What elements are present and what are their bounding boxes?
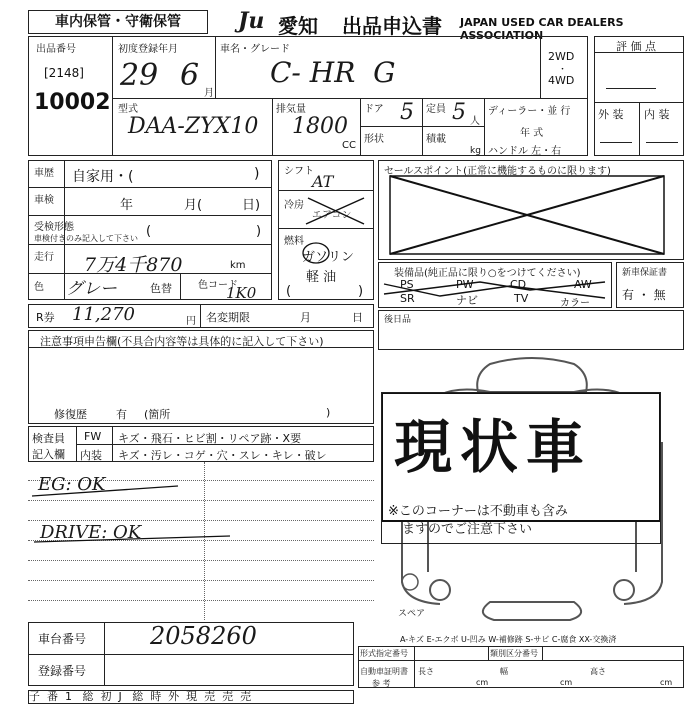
- selling-points-cross-out: [390, 176, 666, 256]
- fuel-gasoline: ガソリン: [302, 250, 355, 265]
- reference-label: 参 考: [372, 679, 391, 688]
- recycle-label: R券: [36, 311, 55, 324]
- repair-close: ): [326, 406, 331, 419]
- height-unit: cm: [660, 678, 673, 687]
- inspector-line-1-strike: [28, 476, 188, 506]
- fw-items: キズ・飛石・ヒビ割・リペア跡・X要: [118, 432, 302, 445]
- equipment-navi: ナビ: [456, 294, 478, 307]
- inspector-line-1: EG: OK: [38, 474, 106, 495]
- width-label: 幅: [500, 667, 508, 676]
- width-unit: cm: [560, 678, 573, 687]
- inspection-year: 年: [120, 198, 134, 213]
- model-code-value: DAA-ZYX10: [128, 114, 259, 139]
- aircon-value: エアコン: [312, 210, 352, 221]
- drive-4wd: 4WD: [548, 74, 575, 87]
- as-is-title: 現状車: [394, 413, 593, 481]
- equipment-cd: CD: [510, 278, 527, 291]
- displacement-value: 1800: [292, 114, 348, 139]
- repair-value: 有: [116, 408, 127, 421]
- doors-label: ドア: [364, 104, 384, 115]
- load-unit: kg: [470, 146, 481, 156]
- fuel-diesel: 軽 油: [306, 270, 337, 285]
- fuel-label: 燃料: [284, 236, 304, 247]
- equipment-label: 装備品(純正品に限り○をつけてください): [394, 268, 581, 279]
- history-label: 車歴: [34, 168, 54, 179]
- as-is-note-1: ※このコーナーは不動車も含み: [388, 504, 568, 519]
- lot-sub-number: [2148]: [44, 66, 84, 80]
- accept-type-open: (: [146, 224, 152, 239]
- spare-label: スペア: [398, 609, 426, 619]
- drive-2wd: 2WD: [548, 50, 575, 63]
- shift-label: シフト: [284, 166, 314, 177]
- displacement-unit: CC: [342, 140, 356, 151]
- category-label: 類別区分番号: [490, 649, 538, 658]
- inspection-month: 月(: [184, 198, 203, 213]
- fw-label: FW: [84, 430, 102, 443]
- notes-label: 注意事項申告欄(不具合内容等は具体的に記入して下さい): [40, 335, 324, 348]
- inspector-label-1: 検査員: [32, 432, 65, 445]
- capacity-value: 5: [452, 100, 466, 125]
- as-is-note-2: ますのでご注意下さい: [402, 522, 533, 537]
- rating-interior: 内 装: [644, 108, 670, 121]
- chassis-value: 2058260: [150, 622, 257, 650]
- mileage-unit: km: [230, 260, 246, 271]
- fuel-close: ): [358, 284, 364, 299]
- cert-label: 自動車証明書: [360, 667, 408, 676]
- first-registration-label: 初度登録年月: [118, 44, 178, 55]
- interior-items: キズ・汚レ・コゲ・穴・スレ・キレ・破レ: [118, 449, 327, 462]
- ju-logo: Ju: [238, 8, 265, 34]
- color-value: グレー: [66, 279, 117, 299]
- model-grade-label: 車名・グレード: [220, 44, 290, 55]
- shift-value: AT: [312, 172, 334, 191]
- inspection-day: 日): [242, 198, 261, 213]
- inspection-label: 車検: [34, 195, 54, 206]
- rating-label: 評 価 点: [616, 40, 656, 53]
- fuel-circle-mark: [302, 242, 332, 264]
- name-change-label: 名変期限: [206, 311, 250, 324]
- chassis-label: 車台番号: [38, 632, 87, 646]
- as-is-stamp-border: [381, 392, 661, 544]
- bottom-strip: 子 番 1 総 初 J 総 時 外 現 売 売 売: [28, 690, 354, 704]
- equipment-sr: SR: [400, 292, 415, 305]
- equipment-tv: TV: [514, 292, 529, 305]
- displacement-label: 排気量: [276, 104, 306, 115]
- damage-legend: A-キズ E-エクボ U-凹み W-補修跡 S-サビ C-腐食 XX-交換済: [400, 635, 617, 644]
- association-name: JAPAN USED CAR DEALERS ASSOCIATION: [460, 16, 624, 42]
- mileage-label: 走行: [34, 252, 54, 263]
- capacity-unit: 人: [470, 116, 480, 127]
- equipment-color: カラー: [560, 298, 590, 309]
- model-code-label: 型式: [118, 104, 138, 115]
- fuel-open: (: [286, 284, 292, 299]
- header-pref: 愛知: [278, 14, 318, 38]
- equipment-pw: PW: [456, 278, 474, 291]
- dealer-label: ディーラー・並 行: [488, 106, 571, 117]
- rear-items-label: 後日品: [384, 315, 412, 325]
- inspector-line-2: DRIVE: OK: [40, 522, 142, 543]
- load-label: 積載: [426, 134, 446, 145]
- color-label: 色: [34, 282, 44, 293]
- designation-label: 形式指定番号: [360, 649, 408, 658]
- repair-label: 修復歴: [54, 408, 87, 421]
- length-label: 長さ: [418, 667, 434, 676]
- equipment-ps: PS: [400, 278, 414, 291]
- month-unit: 月: [204, 88, 214, 99]
- shape-label: 形状: [364, 134, 384, 145]
- recycle-unit: 円: [186, 316, 196, 327]
- recycle-value: 11,270: [72, 304, 135, 325]
- color-change-label: 色替: [150, 282, 172, 295]
- color-code-value: 1K0: [226, 284, 257, 302]
- first-registration-month: 6: [180, 58, 200, 93]
- form-title: 出品申込書: [342, 14, 442, 38]
- history-value: 自家用・(: [72, 169, 134, 185]
- aircon-label: 冷房: [284, 200, 304, 211]
- insurance-value: 有 ・ 無: [622, 288, 666, 302]
- drive-dot: ・: [558, 65, 568, 75]
- rating-exterior: 外 装: [598, 108, 624, 121]
- aircon-cross-out: [306, 196, 366, 226]
- registration-label: 登録番号: [38, 664, 87, 678]
- dealer-format: 年 式: [520, 128, 544, 139]
- equipment-aw: AW: [574, 278, 592, 291]
- inspector-label-2: 記入欄: [32, 448, 65, 461]
- accept-type-label: 受検形態: [34, 222, 74, 233]
- doors-value: 5: [400, 100, 414, 125]
- lot-number: 10002: [34, 90, 111, 115]
- rear-items-block: [378, 310, 684, 350]
- history-close: ): [254, 166, 260, 182]
- equipment-strike-lines: [380, 276, 610, 306]
- color-code-label: 色コード: [198, 280, 238, 291]
- storage-note: 車内保管・守衛保管: [28, 10, 208, 34]
- selling-points-label: セールスポイント(正常に機能するものに限ります): [384, 166, 611, 177]
- repair-place: (箇所: [144, 408, 171, 421]
- dealer-handle: ハンドル 左・右: [488, 146, 562, 157]
- accept-type-note: 車検付きのみ記入して下さい: [34, 234, 138, 243]
- name-change-month: 月: [300, 311, 311, 324]
- lot-label: 出品番号: [36, 44, 76, 55]
- model-grade-value: C- HR G: [270, 56, 396, 89]
- length-unit: cm: [476, 678, 489, 687]
- interior-label: 内装: [80, 449, 102, 462]
- insurance-label: 新車保証書: [622, 268, 668, 278]
- height-label: 高さ: [590, 667, 606, 676]
- mileage-value: 7万4千870: [84, 254, 183, 276]
- accept-type-close: ): [256, 224, 262, 239]
- first-registration-year: 29: [120, 58, 159, 93]
- name-change-day: 日: [352, 311, 363, 324]
- inspector-line-2-strike: [30, 522, 250, 552]
- capacity-label: 定員: [426, 104, 446, 115]
